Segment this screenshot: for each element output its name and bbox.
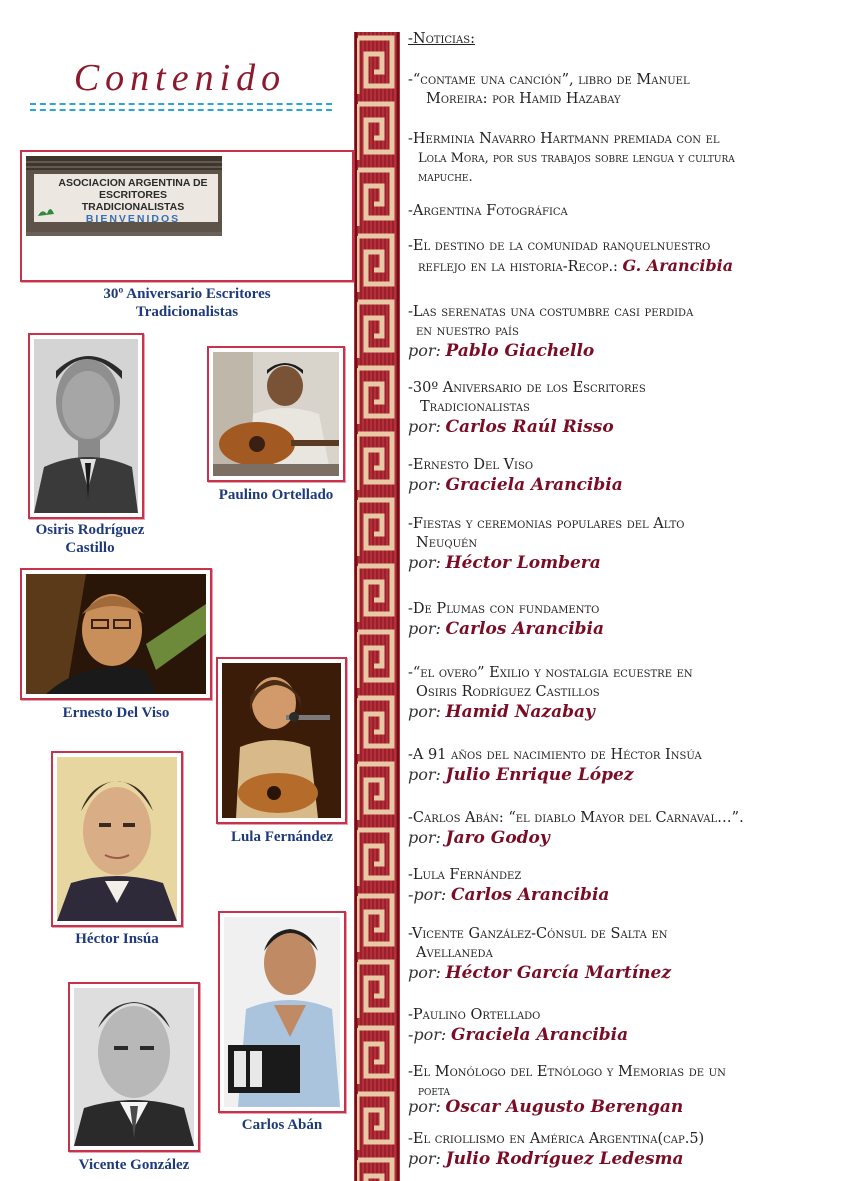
toc-entry-line: Tradicionalistas [420,399,530,415]
toc-por-label: por: [408,963,441,982]
greek-key-pattern [354,32,400,1181]
toc-por-label: -por: [408,885,447,904]
toc-entry-paulino[interactable] [408,1006,809,1046]
woven-border-band [354,32,400,1181]
toc-author: Carlos Arancibia [450,885,610,905]
paulino-portrait-image [213,352,339,476]
toc-entry-argentina-fotografica[interactable] [408,202,809,221]
toc-header-text: -Noticias: [408,31,475,47]
toc-entry-line: -Fiestas y ceremonias populares del Alto [408,516,685,532]
toc-entry-herminia[interactable] [408,130,809,187]
toc-entry-line: poeta [418,1084,451,1099]
toc-entry-30-aniversario[interactable] [408,379,809,438]
toc-entry-line: reflejo en la historia-Recop.: [418,259,623,275]
title-underline-2 [30,109,332,111]
photo-osiris-rodriguez [28,333,144,519]
toc-author: Graciela Arancibia [445,475,623,495]
toc-author: Hamid Nazabay [445,702,595,722]
toc-por-label: por: [408,765,441,784]
caption-line: Castillo [65,540,115,556]
ernesto-portrait-image [26,574,206,694]
toc-entry-line: -Argentina Fotográfica [408,203,568,219]
photo-lula-fernandez [216,657,347,824]
toc-por-label: por: [408,1097,441,1116]
toc-author: G. Arancibia [622,256,734,275]
toc-entry-line: -De Plumas con fundamento [408,601,600,617]
toc-entry-line: Avellaneda [416,945,493,961]
toc-entry-line: -Ernesto Del Viso [408,457,534,473]
toc-author: Oscar Augusto Berengan [445,1097,684,1117]
toc-entry-hector-insua[interactable] [408,746,809,786]
caption-vicente: Vicente González [78,1157,190,1173]
toc-entry-line: Neuquén [416,535,478,551]
caption-paulino: Paulino Ortellado [218,487,334,503]
toc-entry-line: Lola Mora, por sus trabajos sobre lengua y cultura [418,151,735,166]
toc-author: Julio Rodríguez Ledesma [445,1149,684,1169]
toc-por-label: por: [408,619,441,638]
toc-por-label: por: [408,553,441,572]
toc-entry-line: -Las serenatas una costumbre casi perdida [408,304,694,320]
toc-author: Héctor García Martínez [445,963,671,983]
caption-line: Tradicionalistas [135,304,239,320]
photo-vicente-gonzalez [68,982,200,1152]
toc-entry-serenatas[interactable] [408,303,809,362]
photo-hector-insua [51,751,183,927]
toc-entry-line: -Paulino Ortellado [408,1007,541,1023]
title-underline [30,103,332,105]
photo-ernesto-del-viso [20,568,212,700]
banner-sign-line1: ASOCIACION ARGENTINA DE [58,177,208,189]
toc-por-label: por: [408,828,441,847]
toc-entry-line: en nuestro país [416,323,519,339]
toc-entry-contame[interactable] [408,71,809,109]
page-title: Contenido [73,57,287,99]
toc-entry-line: -Vicente Ganzález-Cónsul de Salta en [408,926,668,942]
caption-line: Osiris Rodríguez [35,522,145,538]
toc-header [408,30,809,49]
toc-entry-ernesto[interactable] [408,456,809,496]
toc-entry-carlos-aban[interactable] [408,809,809,849]
caption-osiris [10,521,170,557]
toc-author: Graciela Arancibia [450,1025,629,1045]
toc-entry-line: -Lula Fernández [408,867,522,883]
toc-author: Julio Enrique López [445,765,634,785]
toc-entry-line: -El criollismo en América Argentina(cap.5) [408,1131,705,1147]
photo-escritores-banner [20,150,354,282]
toc-entry-line: -El Monólogo del Etnólogo y Memorias de un [408,1064,726,1080]
toc-entry-vicente[interactable] [408,925,809,984]
caption-escritores [20,285,354,321]
vicente-portrait-image [74,988,194,1146]
caption-lula: Lula Fernández [230,829,334,845]
toc-author: Jaro Godoy [445,828,550,848]
toc-entry-line: Moreira: por Hamid Hazabay [426,91,621,107]
toc-entry-lula[interactable] [408,866,809,906]
toc-por-label: por: [408,417,441,436]
toc-author: Héctor Lombera [445,553,601,573]
toc-por-label: por: [408,1149,441,1168]
toc-entry-line: -“contame una canción”, libro de Manuel [408,72,690,88]
toc-entry-plumas[interactable] [408,600,809,640]
toc-entry-line: -Carlos Abán: “el diablo Mayor del Carnaval…”. [408,810,744,826]
osiris-portrait-image [34,339,138,513]
toc-por-label: -por: [408,1025,447,1044]
toc-entry-ranquel[interactable] [408,237,809,277]
toc-author: Carlos Raúl Risso [445,417,614,437]
caption-carlos: Carlos Abán [241,1117,323,1133]
toc-entry-line: -A 91 años del nacimiento de Héctor Insúa [408,747,702,763]
caption-ernesto: Ernesto Del Viso [62,705,170,721]
caption-line: 30º Aniversario Escritores [103,286,271,302]
toc-entry-line: -30º Aniversario de los Escritores [408,380,646,396]
toc-entry-line: Osiris Rodríguez Castillos [416,684,600,700]
toc-entry-el-overo[interactable] [408,664,809,723]
banner-sign-line2: ESCRITORES TRADICIONALISTAS [81,189,185,213]
toc-author: Carlos Arancibia [445,619,605,639]
hector-portrait-image [57,757,177,921]
toc-por-label: por: [408,702,441,721]
toc-entry-fiestas[interactable] [408,515,809,574]
toc-author: Pablo Giachello [445,341,595,361]
toc-entry-monologo[interactable] [408,1063,809,1118]
toc-por-label: por: [408,475,441,494]
toc-entry-criollismo[interactable] [408,1130,809,1170]
toc-entry-line: -Herminia Navarro Hartmann premiada con el [408,131,720,147]
toc-entry-line: -“el overo” Exilio y nostalgia ecuestre en [408,665,693,681]
banner-sign-line3: BIENVENIDOS [85,213,181,225]
photo-carlos-aban [218,911,346,1113]
carlos-portrait-image [224,917,340,1107]
lula-portrait-image [222,663,341,818]
toc-entry-line: -El destino de la comunidad ranquelnuestro [408,238,711,254]
toc-entry-line: mapuche. [418,170,473,185]
caption-hector: Héctor Insúa [75,931,159,947]
toc-por-label: por: [408,341,441,360]
photo-paulino-ortellado [207,346,345,482]
